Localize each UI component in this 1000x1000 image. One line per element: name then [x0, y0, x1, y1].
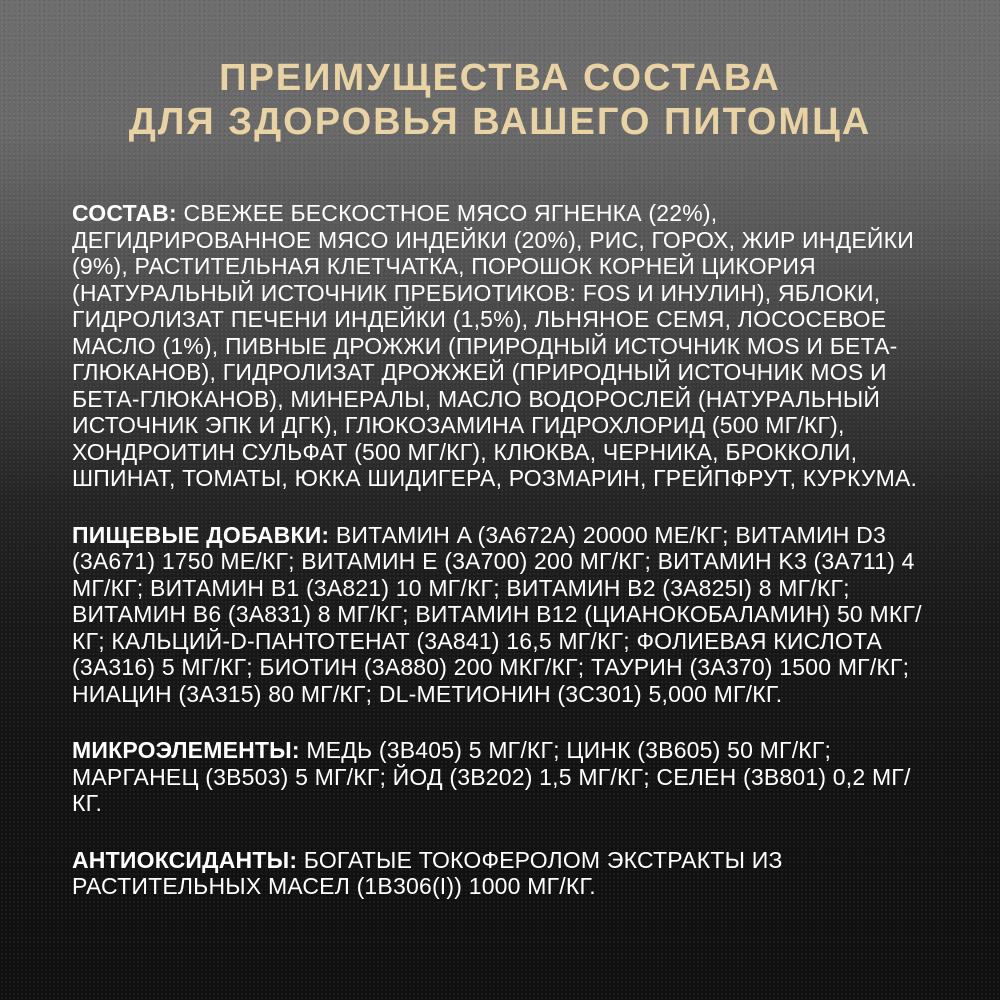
section-composition-text: СВЕЖЕЕ БЕСКОСТНОЕ МЯСО ЯГНЕНКА (22%), ДЕГИДРИРОВАННОЕ МЯСО ИНДЕЙКИ (20%), РИС, ГОРОХ, ЖИР ИНДЕЙКИ (9%), РАСТИТЕЛЬНАЯ КЛЕТЧАТКА, ПОРОШОК КОРНЕЙ ЦИКОРИЯ (НАТУРАЛЬНЫЙ ИСТОЧНИК ПРЕБИОТИКОВ: FOS И ИНУЛИН), ЯБЛОКИ, ГИДРОЛИЗАТ ПЕЧЕНИ ИНДЕЙКИ (1,5%), ЛЬНЯНОЕ СЕМЯ, ЛОСОСЕВОЕ МАСЛО (1%), ПИВНЫЕ ДРОЖЖИ (ПРИРОДНЫЙ ИСТОЧНИК MOS И БЕТА-ГЛЮКАНОВ), ГИДРОЛИЗАТ ДРОЖЖЕЙ (ПРИРОДНЫЙ ИСТОЧНИК MOS И БЕТА-ГЛЮКАНОВ), МИНЕРАЛЫ, МАСЛО ВОДОРОСЛЕЙ (НАТУРАЛЬНЫЙ ИСТОЧНИК ЭПК И ДГК), ГЛЮКОЗАМИНА ГИДРОХЛОРИД (500 МГ/КГ), ХОНДРОИТИН СУЛЬФАТ (500 МГ/КГ), КЛЮКВА, ЧЕРНИКА, БРОККОЛИ, ШПИНАТ, ТОМАТЫ, ЮККА ШИДИГЕРА, РОЗМАРИН, ГРЕЙПФРУТ, КУРКУМА.	[72, 200, 918, 491]
section-antioxidants	[72, 847, 928, 900]
section-microelements-text: МЕДЬ (3B405) 5 МГ/КГ; ЦИНК (3B605) 50 МГ/КГ; МАРГАНЕЦ (3B503) 5 МГ/КГ; ЙОД (3B202) 1,5 МГ/КГ; СЕЛЕН (3B801) 0,2 МГ/КГ.	[72, 737, 911, 816]
composition-text-block	[72, 200, 928, 900]
section-antioxidants-text: БОГАТЫЕ ТОКОФЕРОЛОМ ЭКСТРАКТЫ ИЗ РАСТИТЕЛЬНЫХ МАСЕЛ (1B306(I)) 1000 МГ/КГ.	[72, 846, 783, 899]
section-composition-label: СОСТАВ:	[72, 200, 177, 226]
section-microelements	[72, 737, 928, 817]
section-food-additives-text: ВИТАМИН A (3A672A) 20000 МЕ/КГ; ВИТАМИН D3 (3A671) 1750 МЕ/КГ; ВИТАМИН E (3A700) 200 МГ/КГ; ВИТАМИН K3 (3A711) 4 МГ/КГ; ВИТАМИН B1 (3A821) 10 МГ/КГ; ВИТАМИН B2 (3A825I) 8 МГ/КГ; ВИТАМИН B6 (3A831) 8 МГ/КГ; ВИТАМИН B12 (ЦИАНОКОБАЛАМИН) 50 МКГ/КГ; КАЛЬЦИЙ-D-ПАНТОТЕНАТ (3A841) 16,5 МГ/КГ; ФОЛИЕВАЯ КИСЛОТА (3A316) 5 МГ/КГ; БИОТИН (3A880) 200 МКГ/КГ; ТАУРИН (3A370) 1500 МГ/КГ; НИАЦИН (3A315) 80 МГ/КГ; DL-МЕТИОНИН (3C301) 5,000 МГ/КГ.	[72, 521, 922, 707]
page-title	[52, 56, 948, 144]
section-antioxidants-label: АНТИОКСИДАНТЫ:	[72, 846, 298, 873]
page-title-line2: ДЛЯ ЗДОРОВЬЯ ВАШЕГО ПИТОМЦА	[128, 101, 872, 143]
section-composition	[72, 200, 928, 492]
section-microelements-label: МИКРОЭЛЕМЕНТЫ:	[72, 737, 300, 763]
page-title-line1: ПРЕИМУЩЕСТВА СОСТАВА	[219, 57, 781, 99]
section-food-additives-label: ПИЩЕВЫЕ ДОБАВКИ:	[72, 521, 330, 548]
section-food-additives	[72, 522, 928, 708]
